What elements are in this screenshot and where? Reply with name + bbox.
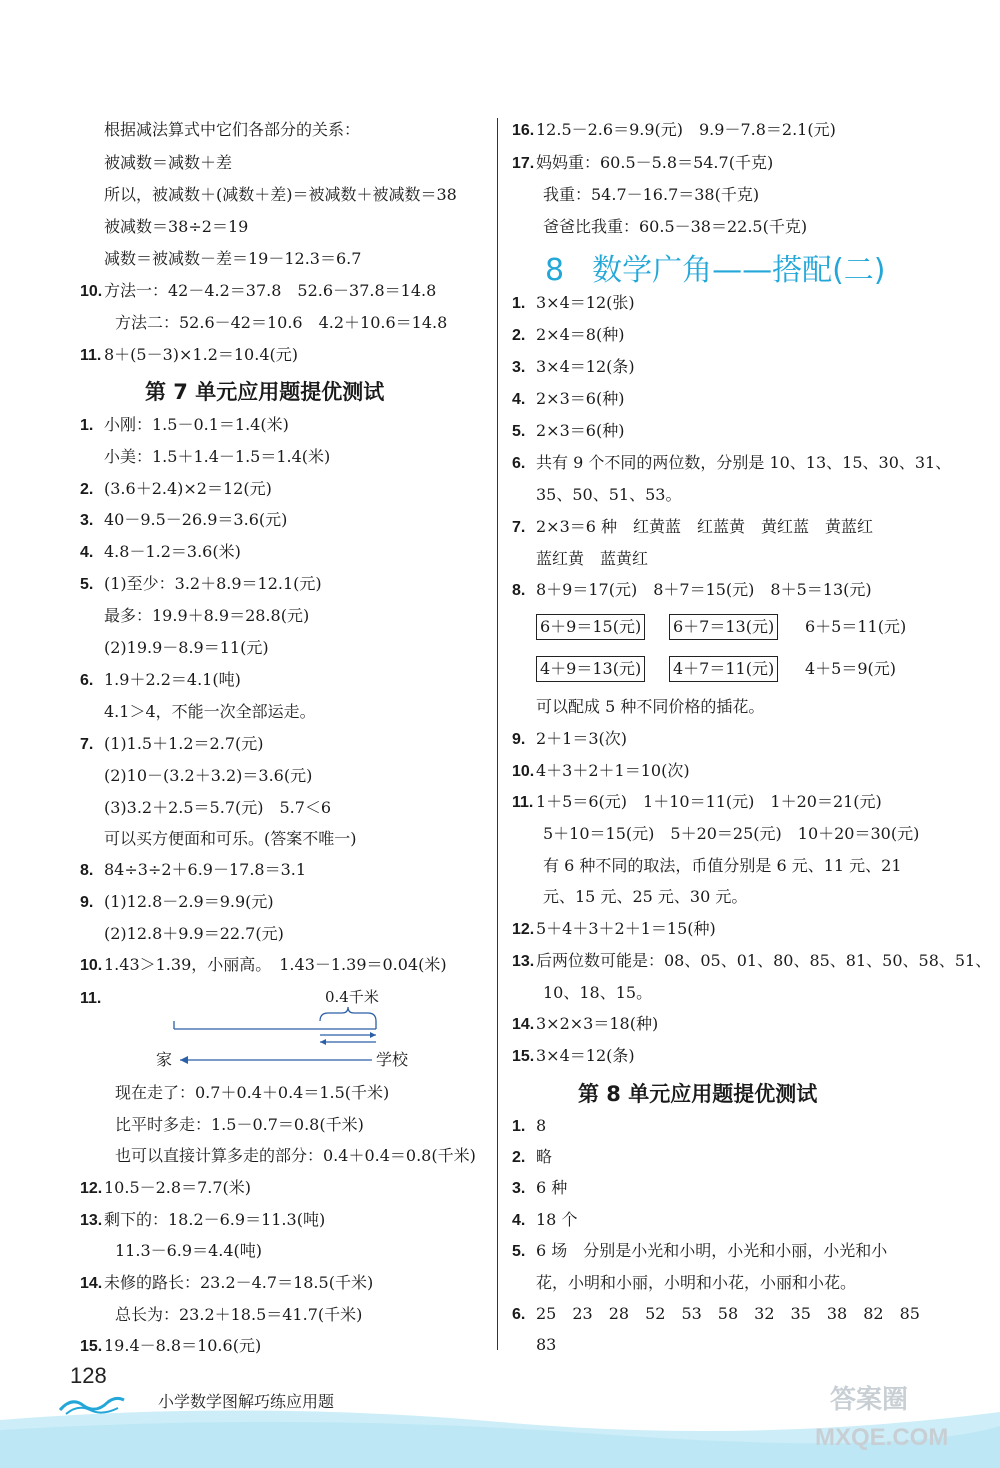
- question-number: 3.: [80, 512, 94, 529]
- answer-line: 6＋5＝11(元): [805, 617, 907, 636]
- t8-q6: [512, 1304, 920, 1325]
- answer-line: 4.1＞4，不能一次全部运走。: [104, 702, 316, 721]
- answer-line: 3×4＝12(张): [536, 293, 635, 312]
- s8-q8: [512, 580, 872, 601]
- u7-q5: [80, 574, 322, 595]
- question-number: 5.: [80, 576, 94, 593]
- s8-q5: [512, 421, 624, 442]
- question-number: 11.: [80, 990, 102, 1007]
- question-number: 3.: [512, 1180, 526, 1197]
- u7-q6: [80, 670, 241, 691]
- t8-q1: [512, 1116, 546, 1137]
- answer-line: 可以配成 5 种不同价格的插花。: [536, 697, 765, 716]
- question-number: 3.: [512, 359, 526, 376]
- answer-line: 略: [536, 1147, 553, 1166]
- boxed-sum: 4＋9＝13(元): [536, 656, 645, 682]
- u7-q15: [80, 1336, 261, 1357]
- section-8-test-title: 第 8 单元应用题提优测试: [578, 1082, 818, 1106]
- s8-q12: [512, 919, 716, 940]
- answer-line: (3)3.2＋2.5＝5.7(元) 5.7＜6: [104, 798, 332, 817]
- question-number: 6.: [80, 672, 94, 689]
- answer-line: 1.43＞1.39，小丽高。 1.43－1.39＝0.04(米): [104, 955, 447, 974]
- t8-q4: [512, 1210, 577, 1231]
- question-number: 14.: [80, 1275, 103, 1292]
- boxed-answer: [536, 656, 645, 682]
- question-number: 14.: [512, 1016, 535, 1033]
- answer-line: 我重：54.7－16.7＝38(千克): [543, 185, 760, 204]
- distance-diagram: [150, 985, 430, 1070]
- t8-q5: [512, 1241, 887, 1262]
- u7-q2: [80, 479, 272, 500]
- answer-line: 25 23 28 52 53 58 32 35 38 82 85: [536, 1304, 920, 1323]
- s8-q9: [512, 729, 627, 750]
- answer-line: 2＋1＝3(次): [536, 729, 628, 748]
- t8-q3: [512, 1178, 567, 1199]
- answer-line: 可以买方便面和可乐。(答案不唯一): [104, 829, 357, 848]
- answer-line: 11.3－6.9＝4.4(吨): [115, 1241, 263, 1260]
- u7-q10: [80, 955, 447, 976]
- s8-q7: [512, 517, 873, 538]
- page-number: 128: [70, 1363, 107, 1388]
- question-number: 7.: [80, 736, 94, 753]
- answer-line: 最多：19.9＋8.9＝28.8(元): [104, 606, 310, 625]
- section-8-heading: [545, 245, 886, 289]
- answer-line: 未修的路长：23.2－4.7＝18.5(千米): [104, 1273, 374, 1292]
- s8-q13: [512, 951, 991, 972]
- question-number: 8.: [512, 582, 526, 599]
- s8-q3: [512, 357, 635, 378]
- question-number: 6.: [512, 1306, 526, 1323]
- question-number: 6.: [512, 455, 526, 472]
- u7-q11: [80, 988, 104, 1009]
- question-number: 2.: [512, 1149, 526, 1166]
- answer-line: 比平时多走：1.5－0.7＝0.8(千米): [115, 1115, 364, 1134]
- s8-q4: [512, 389, 624, 410]
- answer-line: 后两位数可能是：08、05、01、80、85、81、50、58、51、: [536, 951, 992, 970]
- answer-line: (1)至少：3.2＋8.9＝12.1(元): [104, 574, 322, 593]
- s8-q11: [512, 792, 882, 813]
- book-title: 小学数学图解巧练应用题: [158, 1392, 335, 1411]
- answer-line: 18 个: [536, 1210, 578, 1229]
- answer-line: 2×3＝6 种 红黄蓝 红蓝黄 黄红蓝 黄蓝红: [536, 517, 874, 536]
- answer-line: 8: [536, 1116, 547, 1135]
- question-number: 10.: [80, 283, 103, 300]
- answer-line: 3×2×3＝18(种): [536, 1014, 659, 1033]
- s8-q1: [512, 293, 635, 314]
- s8-q15: [512, 1046, 635, 1067]
- answer-line: 方法二：52.6－42＝10.6 4.2＋10.6＝14.8: [115, 313, 448, 332]
- answer-line: 40－9.5－26.9＝3.6(元): [104, 510, 288, 529]
- text-line: 减数＝被减数－差＝19－12.3＝6.7: [104, 249, 362, 268]
- answer-line: 元、15 元、25 元、30 元。: [543, 887, 748, 906]
- question-number: 12.: [512, 921, 535, 938]
- question-number: 8.: [80, 862, 94, 879]
- answer-line: (3.6＋2.4)×2＝12(元): [104, 479, 272, 498]
- section-7-title: 第 7 单元应用题提优测试: [145, 380, 385, 404]
- answer-line: 总长为：23.2＋18.5＝41.7(千米): [115, 1305, 363, 1324]
- answer-line: 10、18、15。: [543, 983, 653, 1002]
- u7-q8: [80, 860, 306, 881]
- answer-line: (2)10－(3.2＋3.2)＝3.6(元): [104, 766, 313, 785]
- u7-q4: [80, 542, 241, 563]
- u7-q1: [80, 415, 289, 436]
- answer-line: 19.4－8.8＝10.6(元): [104, 1336, 262, 1355]
- question-number: 11.: [80, 347, 102, 364]
- question-number: 10.: [512, 763, 535, 780]
- text-line: 被减数＝减数＋差: [104, 153, 233, 172]
- column-divider: [497, 118, 498, 1350]
- answer-line: 4.8－1.2＝3.6(米): [104, 542, 241, 561]
- question-number: 7.: [512, 519, 526, 536]
- question-number: 16.: [512, 122, 535, 139]
- u7-q3: [80, 510, 287, 531]
- question-number: 5.: [512, 1243, 526, 1260]
- home-label: 家: [156, 1050, 173, 1069]
- answer-line: 剩下的：18.2－6.9＝11.3(吨): [104, 1210, 326, 1229]
- question-number: 2.: [80, 481, 94, 498]
- answer-line: 蓝红黄 蓝黄红: [536, 549, 649, 568]
- answer-line: 爸爸比我重：60.5－38＝22.5(千克): [543, 217, 808, 236]
- section-8-number: 8: [545, 253, 565, 288]
- answer-line: (2)19.9－8.9＝11(元): [104, 638, 269, 657]
- question-number: 12.: [80, 1180, 103, 1197]
- answer-line: 有 6 种不同的取法，币值分别是 6 元、11 元、21: [543, 856, 902, 875]
- answer-line: 1＋5＝6(元) 1＋10＝11(元) 1＋20＝21(元): [536, 792, 882, 811]
- wave-swoosh-icon: [58, 1390, 128, 1416]
- question-number: 1.: [512, 295, 526, 312]
- answer-line: 现在走了：0.7＋0.4＋0.4＝1.5(千米): [115, 1083, 390, 1102]
- answer-line: (1)12.8－2.9＝9.9(元): [104, 892, 274, 911]
- boxed-answer: [669, 656, 778, 682]
- answer-line: 小刚：1.5－0.1＝1.4(米): [104, 415, 289, 434]
- s8-q2: [512, 325, 624, 346]
- question-number: 17.: [512, 155, 535, 172]
- question-number: 10.: [80, 957, 103, 974]
- question-10: [80, 281, 436, 302]
- answer-line: 6 种: [536, 1178, 568, 1197]
- question-11: [80, 345, 298, 366]
- u7-q14: [80, 1273, 373, 1294]
- school-label: 学校: [376, 1050, 409, 1069]
- s8-q6: [512, 453, 951, 474]
- u7-q7: [80, 734, 264, 755]
- answer-line: 共有 9 个不同的两位数，分别是 10、13、15、30、31、: [536, 453, 952, 472]
- u7-q13: [80, 1210, 325, 1231]
- answer-line: 8＋(5－3)×1.2＝10.4(元): [104, 345, 298, 364]
- text-line: 根据减法算式中它们各部分的关系：: [104, 120, 361, 139]
- answer-line: 5＋10＝15(元) 5＋20＝25(元) 10＋20＝30(元): [543, 824, 920, 843]
- q16: [512, 120, 836, 141]
- answer-line: 4＋3＋2＋1＝10(次): [536, 761, 690, 780]
- s8-q10: [512, 761, 690, 782]
- question-number: 2.: [512, 327, 526, 344]
- question-number: 13.: [80, 1212, 103, 1229]
- distance-label: 0.4千米: [325, 988, 379, 1006]
- question-number: 13.: [512, 953, 535, 970]
- question-number: 1.: [512, 1118, 526, 1135]
- answer-line: 也可以直接计算多走的部分：0.4＋0.4＝0.8(千米): [115, 1146, 476, 1165]
- boxed-answer: [536, 614, 645, 640]
- answer-line: 83: [536, 1335, 557, 1354]
- section-8-title: 数学广角——搭配(二): [592, 253, 886, 288]
- boxed-sum: 6＋9＝15(元): [536, 614, 645, 640]
- answer-line: 3×4＝12(条): [536, 1046, 635, 1065]
- boxed-sum: 6＋7＝13(元): [669, 614, 778, 640]
- question-number: 4.: [512, 391, 526, 408]
- question-number: 4.: [512, 1212, 526, 1229]
- answer-line: 妈妈重：60.5－5.8＝54.7(千克): [536, 153, 774, 172]
- text-line: 被减数＝38÷2＝19: [104, 217, 249, 236]
- boxed-sum: 4＋7＝11(元): [669, 656, 778, 682]
- answer-line: 35、50、51、53。: [536, 485, 682, 504]
- s8-q14: [512, 1014, 658, 1035]
- answer-line: 10.5－2.8＝7.7(米): [104, 1178, 252, 1197]
- answer-line: 1.9＋2.2＝4.1(吨): [104, 670, 241, 689]
- question-number: 4.: [80, 544, 94, 561]
- answer-line: 6 场 分别是小光和小明，小光和小丽，小光和小: [536, 1241, 888, 1260]
- question-number: 15.: [80, 1338, 103, 1355]
- answer-line: 3×4＝12(条): [536, 357, 635, 376]
- answer-line: (1)1.5＋1.2＝2.7(元): [104, 734, 264, 753]
- q17: [512, 153, 773, 174]
- answer-line: 2×4＝8(种): [536, 325, 625, 344]
- answer-line: 12.5－2.6＝9.9(元) 9.9－7.8＝2.1(元): [536, 120, 836, 139]
- t8-q2: [512, 1147, 552, 1168]
- answer-line: 方法一：42－4.2＝37.8 52.6－37.8＝14.8: [104, 281, 437, 300]
- u7-q12: [80, 1178, 251, 1199]
- answer-line: 84÷3÷2＋6.9－17.8＝3.1: [104, 860, 307, 879]
- question-number: 15.: [512, 1048, 535, 1065]
- question-number: 11.: [512, 794, 534, 811]
- answer-line: 2×3＝6(种): [536, 389, 625, 408]
- question-number: 5.: [512, 423, 526, 440]
- text-line: 所以，被减数＋(减数＋差)＝被减数＋被减数＝38: [104, 185, 457, 204]
- question-number: 9.: [512, 731, 526, 748]
- answer-line: (2)12.8＋9.9＝22.7(元): [104, 924, 284, 943]
- answer-line: 8＋9＝17(元) 8＋7＝15(元) 8＋5＝13(元): [536, 580, 872, 599]
- question-number: 1.: [80, 417, 94, 434]
- answer-line: 4＋5＝9(元): [805, 659, 897, 678]
- watermark-text: MXQE.COM: [815, 1424, 949, 1451]
- answer-line: 小美：1.5＋1.4－1.5＝1.4(米): [104, 447, 331, 466]
- question-number: 9.: [80, 894, 94, 911]
- boxed-answer: [669, 614, 778, 640]
- u7-q9: [80, 892, 274, 913]
- answer-line: 5＋4＋3＋2＋1＝15(种): [536, 919, 716, 938]
- answer-line: 2×3＝6(种): [536, 421, 625, 440]
- answer-line: 花，小明和小丽，小明和小花，小丽和小花。: [536, 1273, 857, 1292]
- watermark-brand: 答案圈: [830, 1385, 909, 1415]
